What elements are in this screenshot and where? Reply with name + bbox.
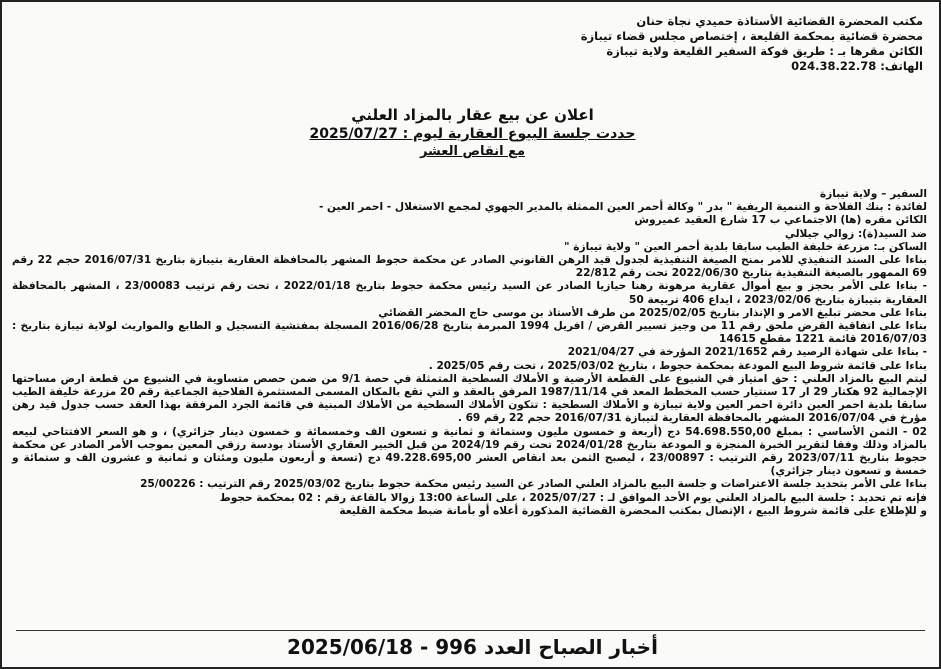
office-address: الكائن مقرها بـ : طريق فوكة السفير القليعة ولاية تيبازة <box>606 44 923 58</box>
newspaper-footer: أخبار الصباح العدد 996 - 2025/06/18 <box>287 635 658 659</box>
notice-body <box>12 188 927 518</box>
body-paragraph: بناءا على قائمة شروط البيع المودعة بمحكمة حجوط ، بتاريخ 2025/03/02 ، تحت رقم 2025/05 . <box>428 359 927 372</box>
body-paragraph: و للإطلاع على قائمة شروط البيع ، الإتصال بمكتب المحضرة القضائية المذكورة أعلاه أو بأمانة ضبط محكمة القليعة <box>339 504 927 517</box>
office-phone: الهاتف: 024.38.22.78 <box>791 59 923 73</box>
footer-divider <box>16 630 925 631</box>
body-paragraph: 02 - الثمن الأساسي : بمبلغ 54.698.550,00 دج (أربعة و خمسون مليون وستمائة و ثمانية و تسعون الف وخمسمائة و خمسون دينار جزائري) ، و هو السعر الافتتاحي لبيعه بالمزاد وذلك وفقا لتقرير الخبرة المنجزة و المودعة بتاريخ 2024/01/28 تحت رقم 2024/19 من قبل الخبير العقاري الأستاذ بودسة رزقي المعين بموجب الأمر الصادر عن محكمة حجوط بتاريخ 2023/07/11 رقم الترتيب : 23/00897 ، ليصبح الثمن بعد انقاص العشر 49.228.695,00 دج (تسعة و أربعون مليون ومئتان و ثمانية و عشرون الف و ستمائة و خمسة و تسعون دينار جزائري) <box>12 425 927 478</box>
body-paragraph: بناءا على اتفاقية القرض ملحق رقم 11 من وجيز تسيير القرض / افريل 1994 المبرمة بتاريخ 2016/06/28 المسجلة بمفتشية التسجيل و الطابع والمواريث لولاية تيبازة بتاريخ : 2016/07/03 قائمة 1221 مقطع 14615 <box>12 320 927 346</box>
notice-title: اعلان عن بيع عقار بالمزاد العلني <box>351 106 594 124</box>
office-name: مكتب المحضرة القضائية الأستاذة حميدي نجاة حنان <box>636 14 923 28</box>
body-paragraph: بناءا على الأمر بتحديد جلسة الاعتراضات و جلسة البيع بالمزاد العلني الصادر عن السيد رئيس محكمة حجوط بتاريخ 2025/03/02 رقم الترتيب : 25/00226 <box>140 478 927 491</box>
body-paragraph: فإنه تم تحديد : جلسة البيع بالمزاد العلني يوم الأحد الموافق لـ : 2025/07/27 ، على الساعة 13:00 زوالا بالقاعة رقم : 02 بمحكمة حجوط <box>219 491 927 504</box>
bailiff-office-header <box>503 14 923 74</box>
notice-title-block <box>2 106 941 161</box>
body-paragraph: ضد السيد(ة): زوالي جيلالي <box>784 227 927 240</box>
auction-date-line: حددت جلسة البيوع العقارية ليوم : 2025/07/27 <box>309 126 636 142</box>
body-paragraph: ليتم البيع بالمزاد العلني : حق امتياز في الشيوع على القطعة الأرضية و الأملاك السطحية المتمثلة في حصة 9/1 من ضمن حصص متساوية في الشيوع من قطعة ارض مساحتها الإجمالية 92 هكتار 29 ار 17 سنتيار حسب المخطط المعد في 1987/11/14 المرفق بالعقد و التي تقع بالمكان المسمى المستثمرة الفلاحية الجماعية رقم 20 مزرعة خليفة الطيب سابقا بلدية احمر العين دائرة احمر العين ولاية تيبازة و الأملاك السطحية : تتكون الأملاك السطحية من الأملاك المبنية في قائمة الجرد المرفقة بهذا العقد حسب جدول قيد رهن مؤرخ في 2016/07/04 المشهر بالمحافظة العقارية لتيبازة 2016/07/31 حجم 22 رقم 69 . <box>12 372 927 425</box>
body-paragraph: لفائدة : بنك الفلاحة و التنمية الريفية " بدر " وكالة أحمر العين الممثلة بالمدير الجهوي لمجمع الاستغلال - احمر العين - <box>318 201 927 214</box>
body-paragraph: بناءا على السند التنفيذي للامر بمنح الصيغة التنفيذية لجدول قيد الرهن القانوني الصادر عن محكمة حجوط المشهر بالمحافظة العقارية بتيبازة بتاريخ 2016/07/31 حجم 22 رقم 69 الممهور بالصيغة التنفيذية بتاريخ 2022/06/30 تحت رقم 22/812 <box>12 254 928 280</box>
notice-subtitle: مع انقاص العشر <box>419 144 526 159</box>
body-paragraph: السفير – ولاية تيبازة <box>819 188 927 200</box>
body-paragraph: - بناءا على الأمر بحجز و بيع أموال عقارية مرهونة رهنا حيازيا الصادر عن السيد رئيس محكمة حجوط بتاريخ 2022/01/18 ، تحت رقم ترتيب 23/00083 ، المشهر بالمحافظة العقارية بتيبازة بتاريخ 2023/02/06 ، ايداع 406 تربيعة 50 <box>12 280 927 306</box>
body-paragraph: بناءا على محضر تبليغ الامر و الإنذار بتاريخ 2025/02/05 من طرف الأستاذ بن موسى حاج المحضر القضائي <box>378 306 927 319</box>
body-paragraph: الكائن مقره (ها) الاجتماعي ب 17 شارع العقيد عميروش <box>634 214 927 227</box>
body-paragraph: الساكن بـ: مزرعة خليفة الطيب سابقا بلدية أحمر العين " ولاية تيبازة " <box>564 240 927 253</box>
body-paragraph: - بناءا على شهادة الرصيد رقم 2021/1652 المؤرخة في 2021/04/27 <box>567 346 927 359</box>
office-jurisdiction: محضرة قضائية بمحكمة القليعة ، إختصاص مجلس قضاء تيبازة <box>580 29 923 43</box>
